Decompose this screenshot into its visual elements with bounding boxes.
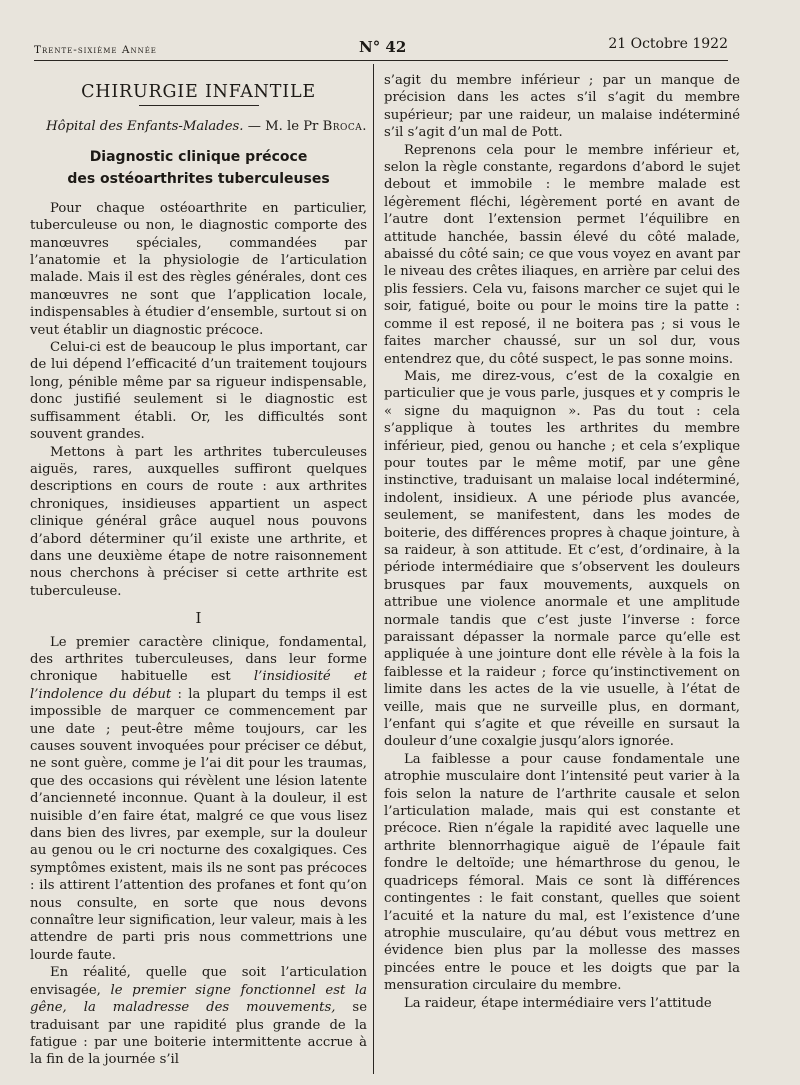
volume-year: Trente-sixième Année (34, 44, 157, 56)
emphasis-text: l’insidiosité et l’indolence du début (30, 669, 368, 702)
paragraph: s’agit du membre inférieur ; par un manque de précision dans les actes s’il s’agit du membre supérieur; par une raideur, un malaise indéterminé s’il s’agit d’un mal de Pott. (384, 73, 740, 141)
section-numeral: I (195, 609, 202, 628)
article-title (30, 146, 367, 190)
hospital-name: Hôpital des Enfants-Malades. (46, 119, 244, 135)
byline-prefix: — M. le Pr (243, 119, 323, 135)
paragraph-text: Le premier caractère clinique, fondamental, des arthrites tuberculeuses, dans leur forme chronique habituelle est (30, 634, 367, 685)
right-column (384, 72, 740, 1012)
paragraph: Celui-ci est de beaucoup le plus important, car de lui dépend l’efficacité d’un traitement toujours long, pénible même par sa rigueur indispensable, donc justifié seulement si le diagnostic est suffisamment établi. Or, les difficultés sont souvent grandes. (30, 340, 367, 443)
paragraph: La raideur, étape intermédiaire vers l’attitude (404, 995, 712, 1011)
paragraph: Pour chaque ostéoarthrite en particulier, tuberculeuse ou non, le diagnostic comporte des manœuvres spéciales, commandées par l’anatomie et la physiologie de l’articulation malade. Mais il est des règles générales, dont ces manœuvres ne sont que l’application locale, indispensables à étudier d’ensemble, surtout si on veut établir un diagnostic précoce. (30, 200, 367, 338)
paragraph-text: se traduisant par une rapidité plus grande de la fatigue : par une boiterie intermittente accrue à la fin de la journée s’il (30, 1000, 367, 1068)
paragraph (30, 634, 367, 965)
article-title-line-1: Diagnostic clinique précoce (89, 148, 308, 165)
paragraph-text: : la plupart du temps il est impossible de marquer ce commencement par une date ; peut-être même toujours, car les causes souvent invoquées pour préciser ce début, ne sont guère, comme je l’ai dit pour les traumas, que des occasions qui révèlent une lésion latente d’ancienneté inconnue. Quant à la douleur, il est nuisible d’en faire état, malgré ce que vous lisez dans bien des livres, par exemple, sur la douleur au genou ou le cri nocturne des coxalgiques. Ces symptômes existent, mais ils ne sont pas précoces : ils attirent l’attention des profanes et font qu’on nous consulte, en sorte que nous devons connaître leur signification, leur valeur, mais à les attendre de parti pris nous commettrions une lourde faute. (30, 686, 367, 963)
article-title-line-2: des ostéoarthrites tuberculeuses (67, 170, 330, 187)
paragraph (30, 964, 367, 1068)
byline (30, 118, 367, 135)
paragraph: Mais, me direz-vous, c’est de la coxalgie en particulier que je vous parle, jusques et y compris le « signe du maquignon ». Pas du tout : cela s’applique à toutes les arthrites du membre inférieur, pied, genou ou hanche ; et cela s’explique pour toutes par le même motif, par une gêne instinctive, traduisant un malaise local indéterminé, indolent, insidieux. A une période plus avancée, seulement, se manifestent, dans les modes de boiterie, des différences propres à chaque jointure, à sa raideur, à son attitude. Et c’est, d’ordinaire, à la période intermédiaire que s’observent les douleurs brusques par faux mouvements, auxquels on attribue une violence anormale et une amplitude normale tandis que c’est juste l’inverse : force paraissant dépasser la normale parce qu’elle est appliquée à une jointure dont elle révèle à la fois la faiblesse et la raideur ; force qu’instinctivement on limite dans les actes de la vie usuelle, à l’état de veille, mais que ne surveille plus, en dormant, l’enfant qui s’agite et que réveille en sursaut la douleur d’une coxalgie jusqu’alors ignorée. (384, 368, 741, 750)
left-column (30, 70, 367, 1069)
issue-date: 21 Octobre 1922 (608, 36, 728, 52)
paragraph-text: En réalité, quelle que soit l’articulation envisagée, (30, 965, 367, 998)
running-head (34, 32, 728, 61)
paragraph: Mettons à part les arthrites tuberculeuses aiguës, rares, auxquelles suffiront quelques descriptions en cours de route : aux arthrites chroniques, insidieuses appartient un aspect clinique général grâce auquel nous pouvons d’abord déterminer qu’il existe une arthrite, et dans une deuxième étape de notre raisonnement nous cherchons à préciser si cette arthrite est tuberculeuse. (30, 444, 367, 599)
author-name: Broca. (322, 119, 367, 135)
issue-number: N° 42 (359, 38, 407, 56)
column-divider (373, 64, 374, 1074)
paragraph: Reprenons cela pour le membre inférieur et, selon la règle constante, regardons d’abord le sujet debout et immobile : le membre malade est légèrement fléchi, légèrement porté en avant de l’autre dont l’extension permet l’équilibre en attitude hanchée, bassin élevé du côté malade, abaissé du côté sain; ce que vous voyez en avant par le niveau des crêtes iliaques, en arrière par celui des plis fessiers. Cela vu, faisons marcher ce sujet qui le soir, fatigué, boite ou pour le moins tire la patte : comme il est reposé, il ne boitera pas ; si vous le faites marcher chaussé, sur un sol dur, vous entendrez que, du côté suspect, le pas sonne moins. (384, 142, 740, 367)
emphasis-text: le premier signe fonctionnel est la gêne, la maladresse des mouvements, (30, 982, 367, 1016)
paragraph: La faiblesse a pour cause fondamentale une atrophie musculaire dont l’intensité peut varier à la fois selon la nature de l’arthrite causale et selon l’articulation malade, mais qui est constante et précoce. Rien n’égale la rapidité avec laquelle une arthrite blennorrhagique aiguë de l’épaule fait fondre le deltoïde; une hémarthrose du genou, le quadriceps fémoral. Mais ce sont là différences contingentes : le fait constant, quelles que soient l’acuité et la nature du mal, est l’existence d’une atrophie musculaire, qu’au début vous mettrez en évidence bien plus par la mollesse des masses pincées entre le pouce et les doigts que par la mensuration circulaire du membre. (384, 751, 740, 994)
title-divider (139, 105, 259, 106)
section-title: CHIRURGIE INFANTILE (81, 82, 316, 102)
